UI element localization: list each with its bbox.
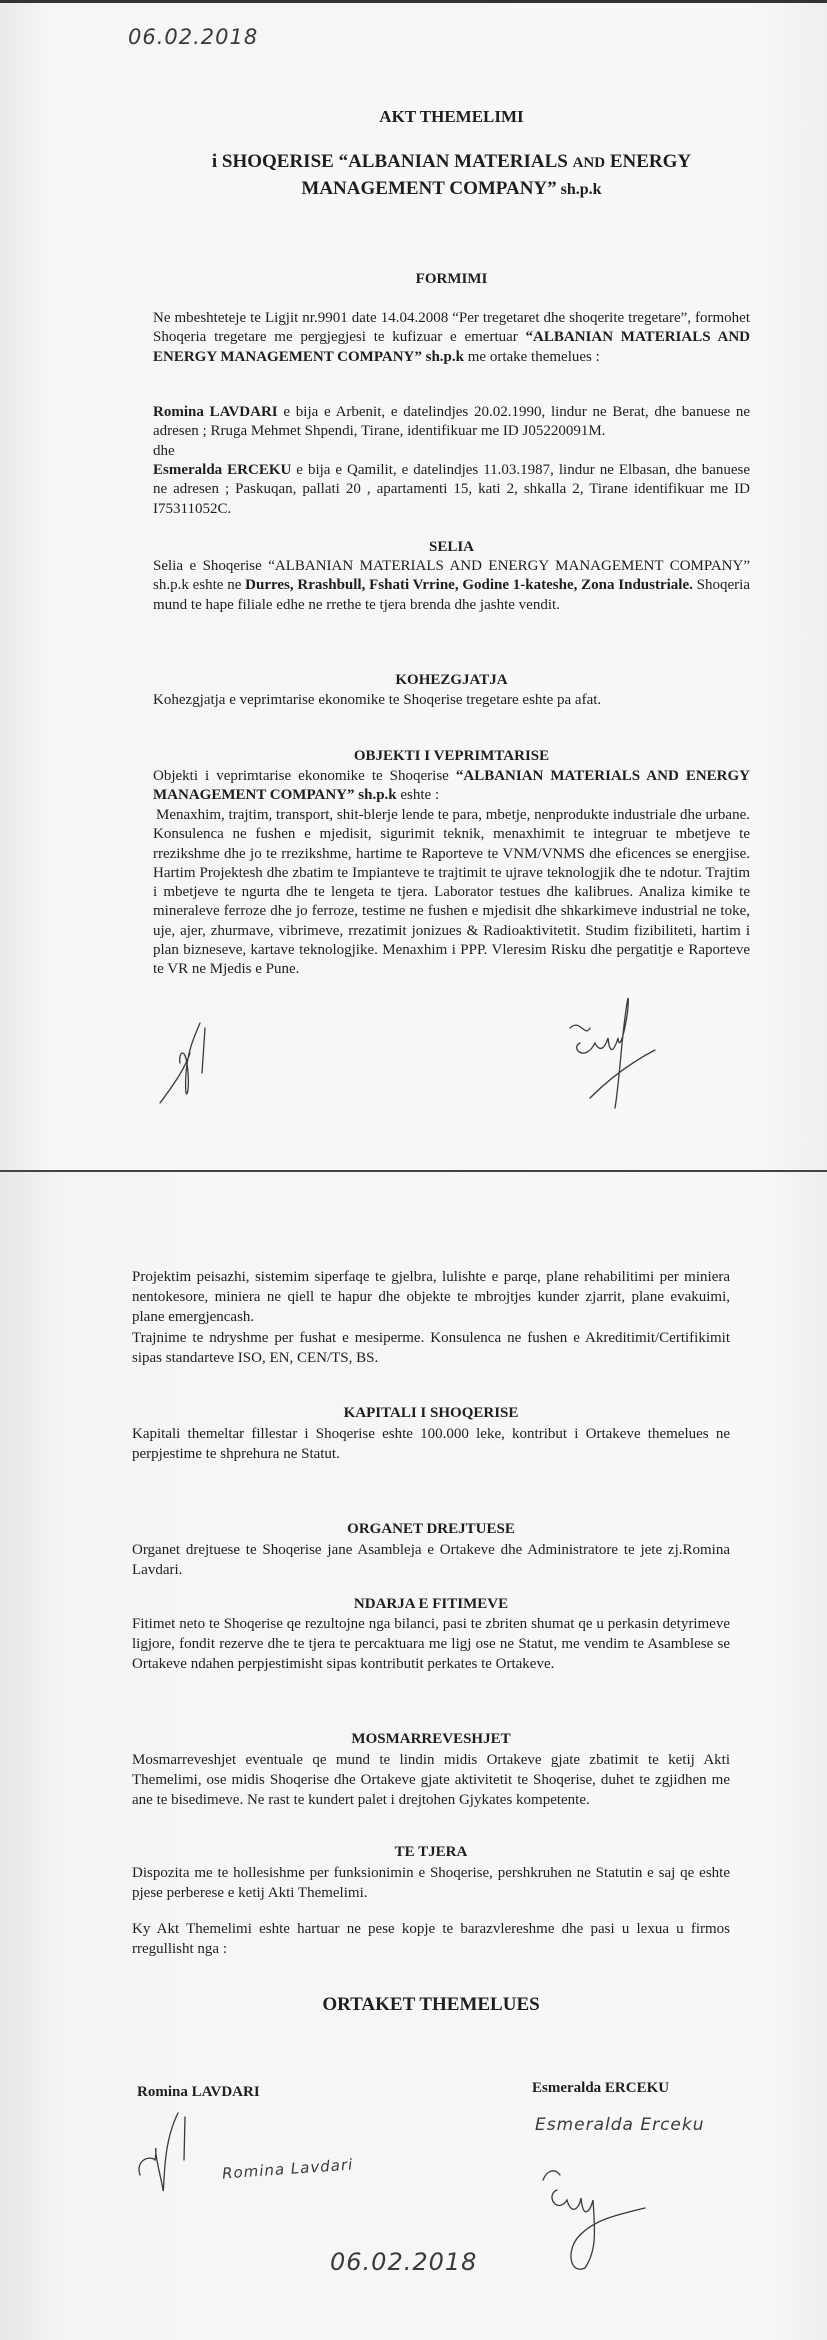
subtitle-text: i SHOQERISE “ALBANIAN MATERIALS [211, 151, 573, 172]
signature-esmeralda [560, 988, 690, 1118]
text: eshte : [396, 787, 440, 804]
signature-romina-initials [150, 1013, 230, 1113]
subtitle-text: ENERGY [605, 151, 692, 172]
subtitle-text: AND [572, 155, 606, 171]
founder-1-paragraph [153, 403, 750, 442]
subtitle-text: MANAGEMENT COMPANY” [301, 178, 557, 199]
address: Durres, Rrashbull, Fshati Vrrine, Godine 1-kateshe, Zona Industriale. [245, 577, 693, 594]
heading-kapitali: KAPITALI I SHOQERISE [343, 1405, 519, 1421]
selia-paragraph [153, 557, 750, 615]
te-tjera-paragraph: Dispozita me te hollesishme per funksionimin e Shoqerise, pershkruhen ne Statutin e saj qe eshte pjese perberese e ketij Akti Themelimi. [132, 1865, 730, 1902]
trajnime-paragraph: Trajnime te ndryshme per fushat e mesiperme. Konsulenca ne fushen e Akreditimit/Certifikimit sipas standarteve ISO, EN, CEN/TS, BS. [132, 1330, 730, 1367]
heading-kohezgjatja: KOHEZGJATJA [395, 672, 508, 688]
text: Ne mbeshteteje te Ligjit nr.9901 date 14.04.2008 “Per tregetaret dhe shoqerite tregetare”, formohet Shoqeria tregetare me pergjegjesi te kufizuar e emertuar [153, 310, 750, 346]
heading-ndarja: NDARJA E FITIMEVE [353, 1596, 509, 1612]
heading-founders: ORTAKET THEMELUES [322, 1994, 540, 2015]
founder-name: Romina LAVDARI [153, 404, 278, 420]
subtitle-text: sh.p.k [556, 181, 602, 198]
mosmarreveshjet-paragraph: Mosmarreveshjet eventuale qe mund te lindin midis Ortakeve gjate zbatimit te ketij Akti Themelimi, ose midis Shoqerise dhe Ortakeve gjate aktivitetit te Shoqerise, duhet te zgjidhen me ane te bisedimeve. Ne rast te kundert palet i drejtohen Gjykates kompetente. [132, 1752, 730, 1809]
heading-selia: SELIA [428, 539, 475, 555]
and-text: dhe [153, 443, 175, 459]
formimi-paragraph [153, 309, 750, 367]
objekti-paragraph: Menaxhim, trajtim, transport, shit-blerje lende te para, mbetje, nenprodukte industriale dhe urbane. Konsulenca ne fushen e mjedisit, sigurimit teknik, menaxhimit te integruar te mbetjeve te rrezikshme dhe jo te rrezikshme, hartime te Raporteve te VNM/VNMS dhe eficences se energjise. Hartim Projektesh dhe zbatim te Impianteve te trajtimit te ujrave teknologjik dhe te ndotur. Trajtim i mbetjeve te ngurta dhe te lengeta te tjera. Laborator testues dhe kalibrues. Analiza kimike te mineraleve ferroze dhe jo ferroze, testime ne fushen e mjedisit dhe shkarkimeve industrial ne toke, uje, ajer, zhurmave, vibrimeve, rrezatimit jonizues & Radioaktivitetit. Studim fizibiliteti, hartim i plan bizneseve, kartave teknologjike. Menaxhim i PPP. Vleresim Risku dhe pergatitje e Raporteve te VR ne Mjedis e Pune. [153, 807, 750, 978]
signature-romina [130, 2105, 210, 2205]
heading-mosmarreveshjet: MOSMARREVESHJET [351, 1731, 511, 1747]
closing-paragraph: Ky Akt Themelimi eshte hartuar ne pese kopje te barazvlereshme dhe pasi u lexua u firmos rregullisht nga : [132, 1921, 730, 1958]
document-subtitle [153, 149, 750, 203]
kohezgjatja-paragraph: Kohezgjatja e veprimtarise ekonomike te Shoqerise tregetare eshte pa afat. [153, 692, 602, 708]
text: Objekti i veprimtarise ekonomike te Shoqerise [153, 768, 456, 784]
founder-2-handwritten-name: Esmeralda Erceku [535, 2115, 705, 2135]
company-name: “ALBANIAN MATERIALS AND ENERGY MANAGEMENT COMPANY” sh.p.k [153, 768, 750, 804]
organet-paragraph: Organet drejtuese te Shoqerise jane Asambleja e Ortakeve dhe Administratore te jete zj.Romina Lavdari. [132, 1542, 730, 1579]
heading-formimi: FORMIMI [415, 271, 488, 287]
text: Selia e Shoqerise “ALBANIAN MATERIALS AND ENERGY MANAGEMENT COMPANY” sh.p.k eshte ne [153, 558, 750, 594]
heading-objekti: OBJEKTI I VEPRIMTARISE [353, 748, 550, 764]
objekti-continued-paragraph: Projektim peisazhi, sistemim siperfaqe te gjelbra, lulishte e parqe, plane rehabilitimi per miniera nentokesore, miniera ne qiell te hapur dhe objekte te mbrojtjes kunder zjarrit, plane evakuimi, plane emergjencash. [132, 1269, 730, 1326]
founder-2-paragraph [153, 461, 750, 519]
heading-te-tjera: TE TJERA [394, 1844, 468, 1860]
text: e bija e Arbenit, e datelindjes 20.02.1990, lindur ne Berat, dhe banuese ne adresen ; Rruga Mehmet Shpendi, Tirane, identifikuar me ID J05220091M. [153, 404, 750, 440]
objekti-intro [153, 767, 750, 806]
founder-2-label: Esmeralda ERCEKU [532, 2080, 670, 2096]
text: me ortake themelues : [464, 348, 600, 365]
kapitali-paragraph: Kapitali themeltar fillestar i Shoqerise eshte 100.000 leke, kontribut i Ortakeve themelues ne perpjestime te shprehura ne Statut. [132, 1426, 730, 1463]
heading-organet: ORGANET DREJTUESE [347, 1521, 515, 1537]
company-name: “ALBANIAN MATERIALS AND ENERGY MANAGEMENT COMPANY” sh.p.k [153, 329, 750, 365]
document-title: AKT THEMELIMI [379, 107, 524, 126]
ndarja-paragraph: Fitimet neto te Shoqerise qe rezultojne nga bilanci, pasi te zbriten shumat qe u perkasin detyrimeve ligjore, fondit rezerve dhe te tjera te percaktuara me ligj ose ne Statut, me vendim te Asamblese se Ortakeve ndahen perpjestimisht sipas kontributit perkates te Ortakeve. [132, 1616, 730, 1673]
handwritten-date: 06.02.2018 [330, 2248, 478, 2276]
text: e bija e Qamilit, e datelindjes 11.03.1987, lindur ne Elbasan, dhe banuese ne adresen ; Paskuqan, pallati 20 , apartamenti 15, kati 2, shkalla 2, Tirane identifikuar me ID I75311052C. [153, 462, 751, 517]
text: Shoqeria mund te hape filiale edhe ne rrethe te tjera brenda dhe jashte vendit. [153, 577, 750, 613]
founder-1-label: Romina LAVDARI [137, 2084, 260, 2100]
handwritten-date: 06.02.2018 [128, 25, 259, 49]
founder-name: Esmeralda ERCEKU [153, 462, 292, 478]
founder-1-handwritten-name: Romina Lavdari [221, 2155, 354, 2183]
signature-esmeralda [535, 2160, 665, 2280]
